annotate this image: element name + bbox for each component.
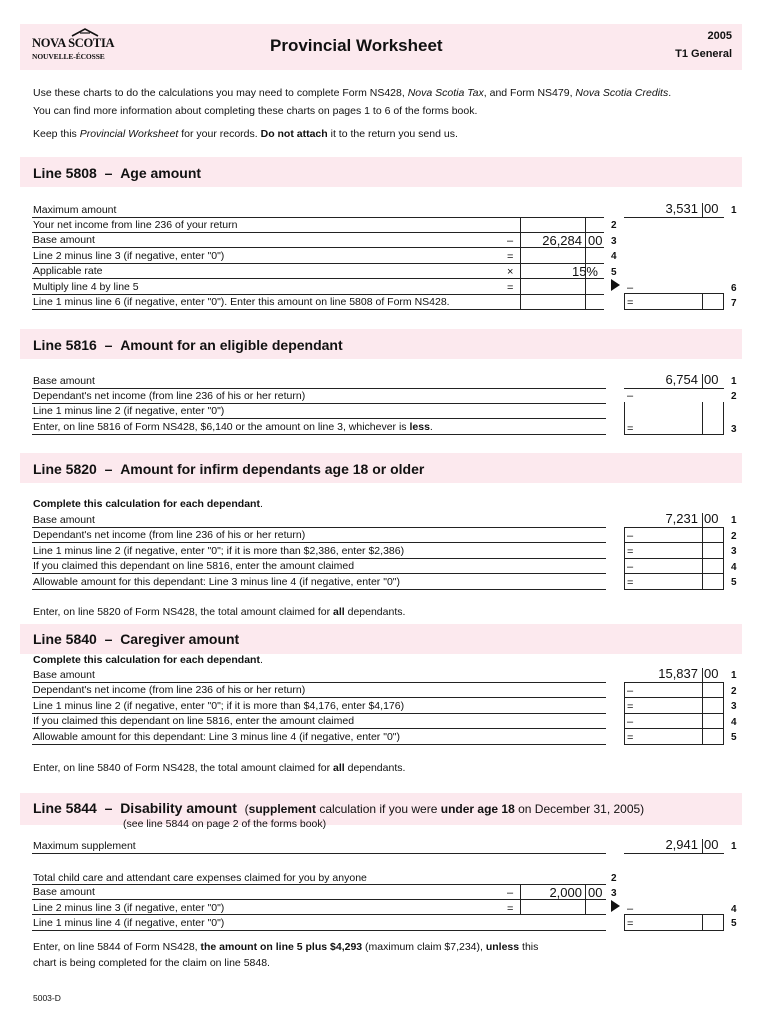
field-line: [624, 853, 724, 854]
minus-sign: –: [627, 561, 634, 573]
minus-sign: –: [627, 282, 634, 294]
footer-5844-line-1: Enter, on line 5844 of Form NS428, the amount on line 5 plus $4,293 (maximum claim $7,234), unless this: [33, 941, 539, 953]
underline: [32, 558, 606, 559]
intro-line-3: Keep this Provincial Worksheet for your records. Do not attach it to the return you send us.: [33, 128, 458, 140]
section-5808-title: Line 5808 – Age amount: [33, 165, 202, 181]
underline: [32, 527, 606, 528]
cents-divider: [702, 668, 703, 682]
row-5808-6: Multiply line 4 by line 5: [33, 281, 139, 293]
section-5840-title: Line 5840 – Caregiver amount: [33, 631, 240, 647]
line-number: 2: [731, 391, 737, 402]
equals-sign: =: [627, 546, 634, 558]
equals-sign: =: [627, 297, 634, 309]
row-5844-1: Maximum supplement: [33, 840, 136, 852]
cents-divider: [702, 203, 703, 217]
field-line: [624, 697, 724, 698]
equals-sign: =: [627, 732, 634, 744]
form-name: T1 General: [675, 48, 732, 60]
line-number: 5: [611, 267, 617, 278]
equals-sign: =: [507, 903, 514, 915]
row-5844-5: Line 1 minus line 4 (if negative, enter "0"): [33, 917, 225, 929]
page-title: Provincial Worksheet: [270, 36, 443, 55]
lead-5820: Complete this calculation for each dependant.: [33, 498, 263, 510]
equals-sign: =: [627, 918, 634, 930]
equals-sign: =: [507, 251, 514, 263]
row-5840-2: Dependant's net income (from line 236 of his or her return): [33, 684, 306, 696]
result-box: [624, 293, 724, 310]
cents-divider: [702, 374, 703, 388]
row-5840-3: Line 1 minus line 2 (if negative, enter "0"; if it is more than $4,176, enter $4,176): [33, 700, 405, 712]
underline: [32, 388, 606, 389]
line-number: 1: [731, 515, 737, 526]
section-5816-title: Line 5816 – Amount for an eligible dependant: [33, 337, 343, 353]
base-amount-cents: 00: [704, 511, 719, 526]
line-number: 4: [731, 904, 737, 915]
base-amount-dollars: 26,284: [542, 233, 582, 248]
line-number: 3: [731, 701, 737, 712]
max-amount-cents: 00: [704, 201, 719, 216]
result-box: [624, 914, 724, 931]
underline: [32, 713, 606, 714]
row-5820-2: Dependant's net income (from line 236 of his or her return): [33, 529, 306, 541]
underline: [32, 434, 606, 435]
minus-sign: –: [627, 685, 634, 697]
underline: [32, 573, 606, 574]
minus-sign: –: [627, 903, 634, 915]
field-line: [624, 573, 724, 574]
equals-sign: =: [627, 423, 634, 435]
row-5808-2: Your net income from line 236 of your return: [33, 219, 238, 231]
base-amount-cents: 00: [588, 233, 603, 248]
line-number: 1: [731, 205, 737, 216]
equals-sign: =: [507, 282, 514, 294]
row-5820-3: Line 1 minus line 2 (if negative, enter "0"; if it is more than $2,386, enter $2,386): [33, 545, 405, 557]
line-number: 4: [731, 562, 737, 573]
underline: [32, 418, 606, 419]
row-5808-4: Line 2 minus line 3 (if negative, enter "0"): [33, 250, 225, 262]
line-number: 1: [731, 670, 737, 681]
minus-sign: –: [507, 235, 514, 247]
cents-divider: [702, 402, 703, 435]
row-5808-3: Base amount: [33, 234, 95, 246]
line-number: 1: [731, 841, 737, 852]
section-5844-title: Line 5844 – Disability amount (supplement calculation if you were under age 18 on December 31, 2005): [33, 800, 645, 816]
underline: [32, 247, 604, 248]
base-amount-dollars: 7,231: [665, 511, 698, 526]
base-amount-dollars: 2,000: [549, 885, 582, 900]
underline: [32, 294, 604, 295]
line-number: 2: [611, 873, 617, 884]
line-number: 2: [731, 686, 737, 697]
arrow-right-icon: [611, 279, 620, 291]
row-5808-7: Line 1 minus line 6 (if negative, enter "0"). Enter this amount on line 5808 of Form NS428.: [33, 296, 450, 308]
cents-divider: [702, 513, 703, 527]
underline: [32, 232, 604, 233]
row-5816-3: Line 1 minus line 2 (if negative, enter "0"): [33, 405, 225, 417]
footer-5820: Enter, on line 5820 of Form NS428, the total amount claimed for all dependants.: [33, 606, 406, 618]
line-number: 3: [731, 424, 737, 435]
row-5816-2: Dependant's net income (from line 236 of his or her return): [33, 390, 306, 402]
field-line: [624, 728, 724, 729]
underline: [32, 403, 606, 404]
form-code: 5003-D: [33, 993, 61, 1003]
nova-scotia-logo: [28, 30, 120, 66]
line-number: 3: [611, 236, 617, 247]
logo-text-bottom: NOUVELLE-ÉCOSSE: [32, 52, 105, 61]
field-line: [624, 388, 724, 389]
underline: [32, 263, 604, 264]
underline: [32, 930, 606, 931]
base-amount-cents: 00: [704, 666, 719, 681]
underline: [32, 682, 606, 683]
line-number: 5: [731, 732, 737, 743]
cents-divider: [702, 293, 703, 310]
row-5816-4: Enter, on line 5816 of Form NS428, $6,140 or the amount on line 3, whichever is less.: [33, 421, 433, 433]
underline: [32, 278, 604, 279]
logo-text-top: NOVA SCOTIA: [32, 36, 115, 50]
line-number: 2: [611, 220, 617, 231]
underline: [32, 728, 606, 729]
row-5808-5: Applicable rate: [33, 265, 103, 277]
underline: [32, 589, 606, 590]
result-box: [624, 402, 724, 435]
line-number: 7: [731, 298, 737, 309]
base-amount-dollars: 6,754: [665, 372, 698, 387]
underline: [32, 744, 606, 745]
cents-divider: [702, 914, 703, 931]
section-5820-title: Line 5820 – Amount for infirm dependants age 18 or older: [33, 461, 425, 477]
footer-5840: Enter, on line 5840 of Form NS428, the total amount claimed for all dependants.: [33, 762, 406, 774]
max-amount-dollars: 3,531: [665, 201, 698, 216]
underline: [32, 697, 606, 698]
line-number: 3: [611, 888, 617, 899]
line-number: 5: [731, 577, 737, 588]
line-number: 4: [731, 717, 737, 728]
row-5840-5: Allowable amount for this dependant: Line 3 minus line 4 (if negative, enter "0"): [33, 731, 401, 743]
line-number: 1: [731, 376, 737, 387]
row-5820-1: Base amount: [33, 514, 95, 526]
row-5844-3: Base amount: [33, 886, 95, 898]
minus-sign: –: [507, 887, 514, 899]
line-number: 2: [731, 531, 737, 542]
line-number: 5: [731, 918, 737, 929]
intro-line-1: Use these charts to do the calculations you may need to complete Form NS428, Nova Scotia Tax, and Form NS479, Nova Scotia Credits.: [33, 87, 672, 99]
applicable-rate: 15%: [571, 264, 598, 279]
arrow-right-icon: [611, 900, 620, 912]
intro-line-2: You can find more information about completing these charts on pages 1 to 6 of the forms book.: [33, 105, 478, 117]
underline: [32, 309, 604, 310]
max-supplement-dollars: 2,941: [665, 837, 698, 852]
line-number: 6: [731, 283, 737, 294]
underline: [32, 217, 604, 218]
underline: [32, 542, 606, 543]
cents-divider: [585, 884, 586, 915]
row-5844-2: Total child care and attendant care expenses claimed for you by anyone: [33, 872, 367, 884]
row-5816-1: Base amount: [33, 375, 95, 387]
underline: [32, 853, 606, 854]
row-5840-1: Base amount: [33, 669, 95, 681]
minus-sign: –: [627, 530, 634, 542]
lead-5840: Complete this calculation for each dependant.: [33, 654, 263, 666]
minus-sign: –: [627, 390, 634, 402]
field-line: [624, 542, 724, 543]
field-line: [624, 713, 724, 714]
minus-sign: –: [627, 716, 634, 728]
row-5840-4: If you claimed this dependant on line 5816, enter the amount claimed: [33, 715, 355, 727]
base-amount-dollars: 15,837: [658, 666, 698, 681]
base-amount-cents: 00: [588, 885, 603, 900]
base-amount-cents: 00: [704, 372, 719, 387]
row-5844-4: Line 2 minus line 3 (if negative, enter "0"): [33, 902, 225, 914]
equals-sign: =: [627, 577, 634, 589]
line-number: 4: [611, 251, 617, 262]
max-supplement-cents: 00: [704, 837, 719, 852]
equals-sign: =: [627, 701, 634, 713]
field-line: [624, 217, 724, 218]
row-5820-4: If you claimed this dependant on line 5816, enter the amount claimed: [33, 560, 355, 572]
section-5844-subtitle: (see line 5844 on page 2 of the forms book): [123, 818, 327, 830]
tax-year: 2005: [707, 30, 732, 42]
times-sign: ×: [507, 266, 514, 278]
footer-5844-line-2: chart is being completed for the claim on line 5848.: [33, 957, 270, 969]
line-number: 3: [731, 546, 737, 557]
row-5808-1: Maximum amount: [33, 204, 117, 216]
field-line: [624, 558, 724, 559]
row-5820-5: Allowable amount for this dependant: Line 3 minus line 4 (if negative, enter "0"): [33, 576, 401, 588]
cents-divider: [702, 839, 703, 853]
